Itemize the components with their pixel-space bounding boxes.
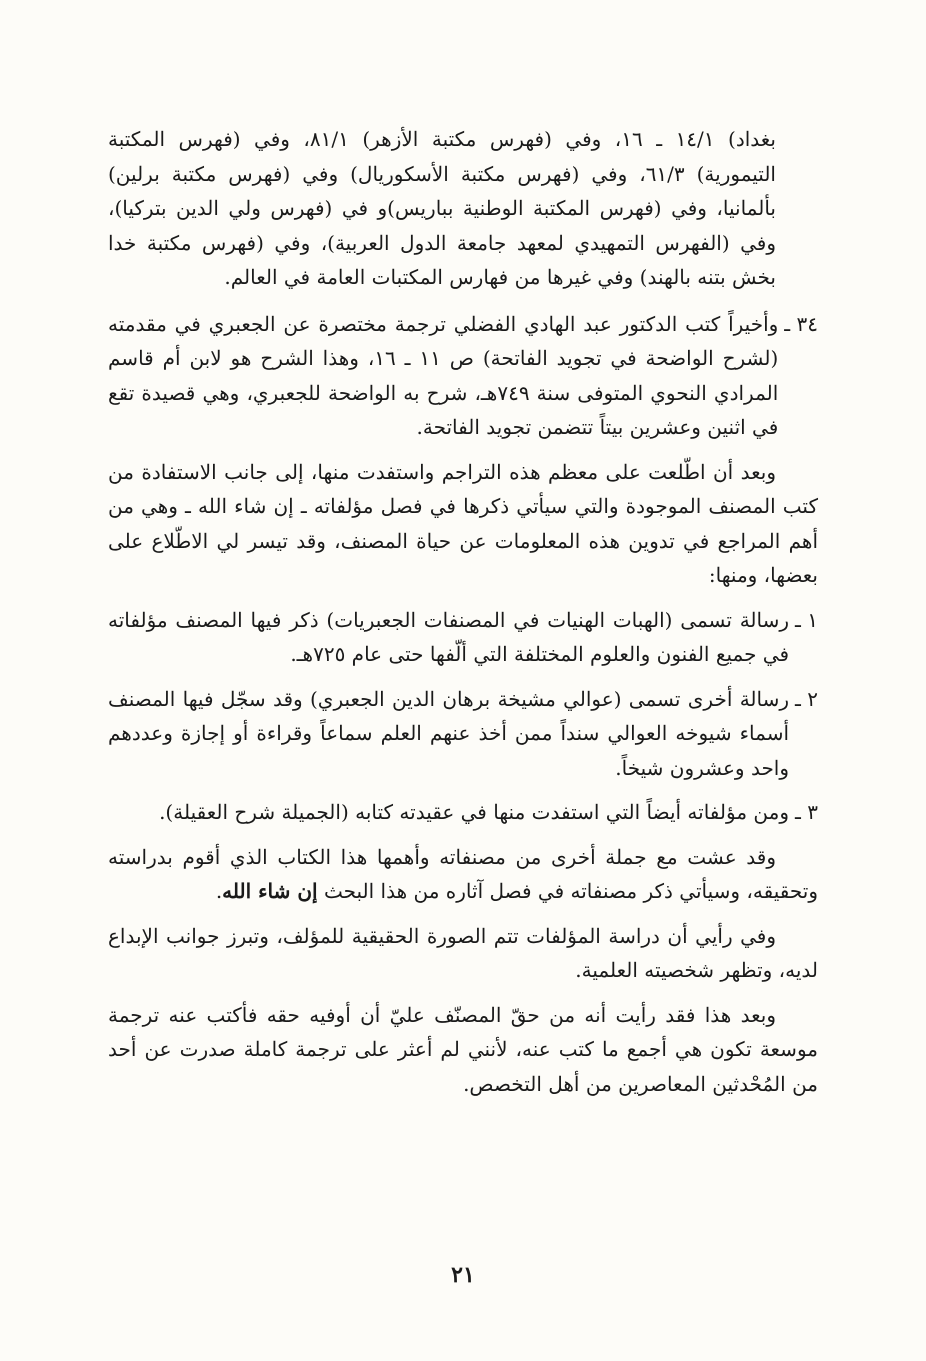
paragraph-sources: وبعد أن اطّلعت على معظم هذه التراجم واستفدت منها، إلى جانب الاستفادة من كتب المصنف الموجودة والتي سيأتي ذكرها في فصل مؤلفاته ـ إن شاء الله ـ وهي من أهم المراجع في تدوين هذه المعلومات عن حياة المصنف، وقد تيسر لي الاطّلاع على بعضها، ومنها: bbox=[108, 459, 818, 587]
item-number: ١ ـ bbox=[795, 607, 818, 632]
list-item-34 bbox=[108, 307, 818, 445]
item-text: رسالة تسمى (الهبات الهنيات في المصنفات الجعبريات) ذكر فيها المصنف مؤلفاته في جميع الفنون والعلوم المختلفة التي ألّفها حتى عام ٧٢٥هـ. bbox=[108, 607, 790, 666]
item-number: ٣٤ ـ bbox=[784, 311, 818, 336]
page-number: ٢١ bbox=[451, 1262, 475, 1288]
continuation-paragraph: بغداد) ١٤/١ ـ ١٦، وفي (فهرس مكتبة الأزهر) ٨١/١، وفي (فهرس المكتبة التيمورية) ٦١/٣، وفي (فهرس مكتبة الأسكوريال) وفي (فهرس مكتبة برلين) بألمانيا، وفي (فهرس المكتبة الوطنية بباريس)و في (فهرس ولي الدين بتركيا)، وفي (الفهرس التمهيدي لمعهد جامعة الدول العربية)، وفي (فهرس مكتبة خدا بخش بتنه بالهند) وفي غيرها من فهارس المكتبات العامة في العالم. bbox=[108, 127, 776, 289]
item-number: ٣ ـ bbox=[795, 800, 818, 824]
body-text bbox=[108, 122, 818, 1111]
paragraph-final: وبعد هذا فقد رأيت أنه من حقّ المصنّف عليّ أن أوفيه حقه فأكتب عنه ترجمة موسعة تكون هي أجمع ما كتب عنه، لأنني لم أعثر على ترجمة كاملة صدرت عن أحد من المُحْدثين المعاصرين من أهل التخصص. bbox=[108, 1002, 818, 1096]
item-text: رسالة أخرى تسمى (عوالي مشيخة برهان الدين الجعبري) وقد سجّل فيها المصنف أسماء شيوخه العوالي سنداً ممن أخذ عنهم العلم سماعاً وقراءة أو إجازة وعددهم واحد وعشرون شيخاً. bbox=[108, 686, 790, 780]
list-item bbox=[108, 682, 818, 786]
list-item bbox=[108, 603, 818, 672]
item-text: وأخيراً كتب الدكتور عبد الهادي الفضلي ترجمة مختصرة عن الجعبري في مقدمته (لشرح الواضحة في تجويد الفاتحة) ص ١١ ـ ١٦، وهذا الشرح هو لابن أم قاسم المرادي النحوي المتوفى سنة ٧٤٩هـ، شرح به الواضحة للجعبري، وهي قصيدة تقع في اثنين وعشرين بيتاً تتضمن تجويد الفاتحة. bbox=[108, 311, 779, 439]
paragraph-opinion: وفي رأيي أن دراسة المؤلفات تتم الصورة الحقيقية للمؤلف، وتبرز جوانب الإبداع لديه، وتظهر شخصيته العلمية. bbox=[108, 923, 818, 982]
item-text: ومن مؤلفاته أيضاً التي استفدت منها في عقيدته كتابه (الجميلة شرح العقيلة). bbox=[159, 800, 790, 824]
item-number: ٢ ـ bbox=[795, 686, 818, 711]
list-item bbox=[108, 795, 818, 830]
paragraph-end: . bbox=[215, 879, 223, 903]
paragraph-text: وقد عشت مع جملة أخرى من مصنفاته وأهمها هذا الكتاب الذي أقوم بدراسته وتحقيقه، وسيأتي ذكر مصنفاته في فصل آثاره من هذا البحث bbox=[108, 844, 818, 903]
emphasis-text: إن شاء الله bbox=[222, 879, 318, 903]
paragraph-other-works bbox=[108, 840, 818, 909]
